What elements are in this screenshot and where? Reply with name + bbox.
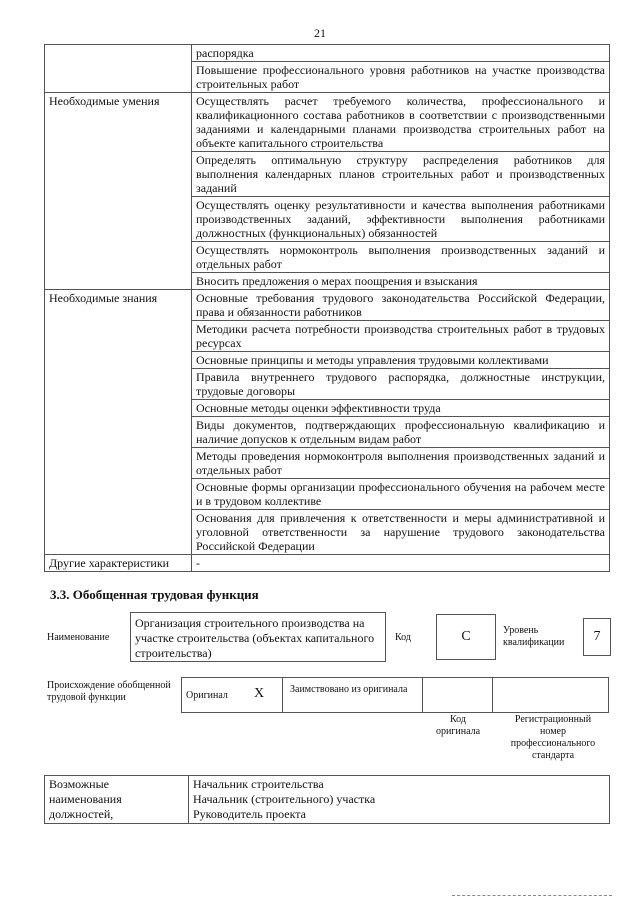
knowledge-item: Основные принципы и методы управления трудовыми коллективами (192, 352, 610, 369)
table-row (45, 352, 610, 369)
divider (492, 678, 493, 712)
page-number: 21 (314, 26, 326, 40)
knowledge-item: Виды документов, подтверждающих профессиональную квалификацию и наличие допусков к отдельным видам работ (192, 417, 610, 448)
position-item: Начальник (строительного) участка (193, 792, 376, 806)
table-label-empty (45, 448, 192, 479)
table-cell: Повышение профессионального уровня работников на участке производства строительных работ (192, 62, 610, 93)
table-label-empty (45, 400, 192, 417)
table-label-empty (45, 479, 192, 510)
code-box (436, 614, 496, 660)
position-item: Руководитель проекта (193, 807, 306, 821)
competency-table (44, 44, 610, 572)
name-box (130, 612, 386, 662)
table-row (45, 62, 610, 93)
divider (282, 678, 283, 712)
knowledge-item: Основные формы организации профессионального обучения на рабочем месте и в трудовом коллективе (192, 479, 610, 510)
table-row (45, 321, 610, 352)
skill-item: Осуществлять расчет требуемого количества, профессионального и квалификационного состава работников в соответствии с производственными заданиями и календарными планами производства строительных работ на объекте капитального строительства (192, 93, 610, 152)
table-row (45, 555, 610, 572)
table-row (45, 417, 610, 448)
knowledge-item: Методы проведения нормоконтроля выполнения производственных заданий и отдельных работ (192, 448, 610, 479)
table-row (45, 242, 610, 273)
table-label-empty (45, 321, 192, 352)
knowledge-item: Методики расчета потребности производства строительных работ в трудовых ресурсах (192, 321, 610, 352)
name-label: Наименование (47, 632, 110, 643)
borrowed-label: Заимствовано из оригинала (290, 684, 408, 695)
other-label: Другие характеристики (45, 555, 192, 572)
knowledge-item: Основания для привлечения к ответственности и меры административной и уголовной ответственности за нарушение трудового законодательства Российской Федерации (192, 510, 610, 555)
table-label-empty (45, 369, 192, 400)
divider (452, 895, 612, 896)
knowledge-item: Основные требования трудового законодательства Российской Федерации, права и обязанности работников (192, 290, 610, 321)
table-row (45, 45, 610, 62)
table-label-empty (45, 242, 192, 273)
section-title: 3.3. Обобщенная трудовая функция (50, 587, 259, 602)
knowledge-item: Правила внутреннего трудового распорядка, должностные инструкции, трудовые договоры (192, 369, 610, 400)
table-label-empty (45, 152, 192, 197)
skill-item: Определять оптимальную структуру распределения работников для выполнения календарных планов строительных работ и производственных заданий (192, 152, 610, 197)
skill-item: Осуществлять нормоконтроль выполнения производственных заданий и отдельных работ (192, 242, 610, 273)
original-mark: X (254, 686, 265, 701)
code-value: C (461, 629, 471, 644)
knowledge-item: Основные методы оценки эффективности труда (192, 400, 610, 417)
level-box (583, 618, 611, 656)
table-row (45, 290, 610, 321)
position-item: Начальник строительства (193, 777, 324, 791)
name-value: Организация строительного производства на участке строительства (объектах капитального строительства) (135, 616, 375, 660)
level-value: 7 (593, 629, 601, 644)
registration-caption: Регистрационный номер профессионального стандарта (510, 714, 596, 761)
level-label: Уровень квалификации (503, 625, 565, 648)
code-original-caption: Код оригинала (435, 714, 481, 737)
original-label: Оригинал (186, 690, 228, 701)
origin-label: Происхождение обобщенной трудовой функции (47, 680, 171, 703)
positions-list (189, 776, 610, 824)
skill-item: Осуществлять оценку результативности и качества выполнения работниками производственных заданий, эффективности выполнения работниками должностных (функциональных) обязанностей (192, 197, 610, 242)
other-value: - (192, 555, 610, 572)
table-row (45, 152, 610, 197)
table-label-empty (45, 352, 192, 369)
table-label-empty (45, 417, 192, 448)
positions-label: Возможные наименования должностей, (45, 776, 189, 824)
positions-table (44, 775, 610, 824)
table-row (45, 400, 610, 417)
table-row (45, 197, 610, 242)
table-row (45, 273, 610, 290)
knowledge-label: Необходимые знания (45, 290, 192, 321)
table-label-empty (45, 510, 192, 555)
skill-item: Вносить предложения о мерах поощрения и взыскания (192, 273, 610, 290)
table-row (45, 510, 610, 555)
skills-label: Необходимые умения (45, 93, 192, 152)
table-row (45, 448, 610, 479)
table-cell: распорядка (192, 45, 610, 62)
code-label: Код (395, 632, 411, 643)
table-row (45, 776, 610, 824)
table-label-empty (45, 45, 192, 62)
table-row (45, 479, 610, 510)
table-row (45, 93, 610, 152)
table-row (45, 369, 610, 400)
table-label-empty (45, 62, 192, 93)
divider (422, 678, 423, 712)
table-label-empty (45, 273, 192, 290)
table-label-empty (45, 197, 192, 242)
